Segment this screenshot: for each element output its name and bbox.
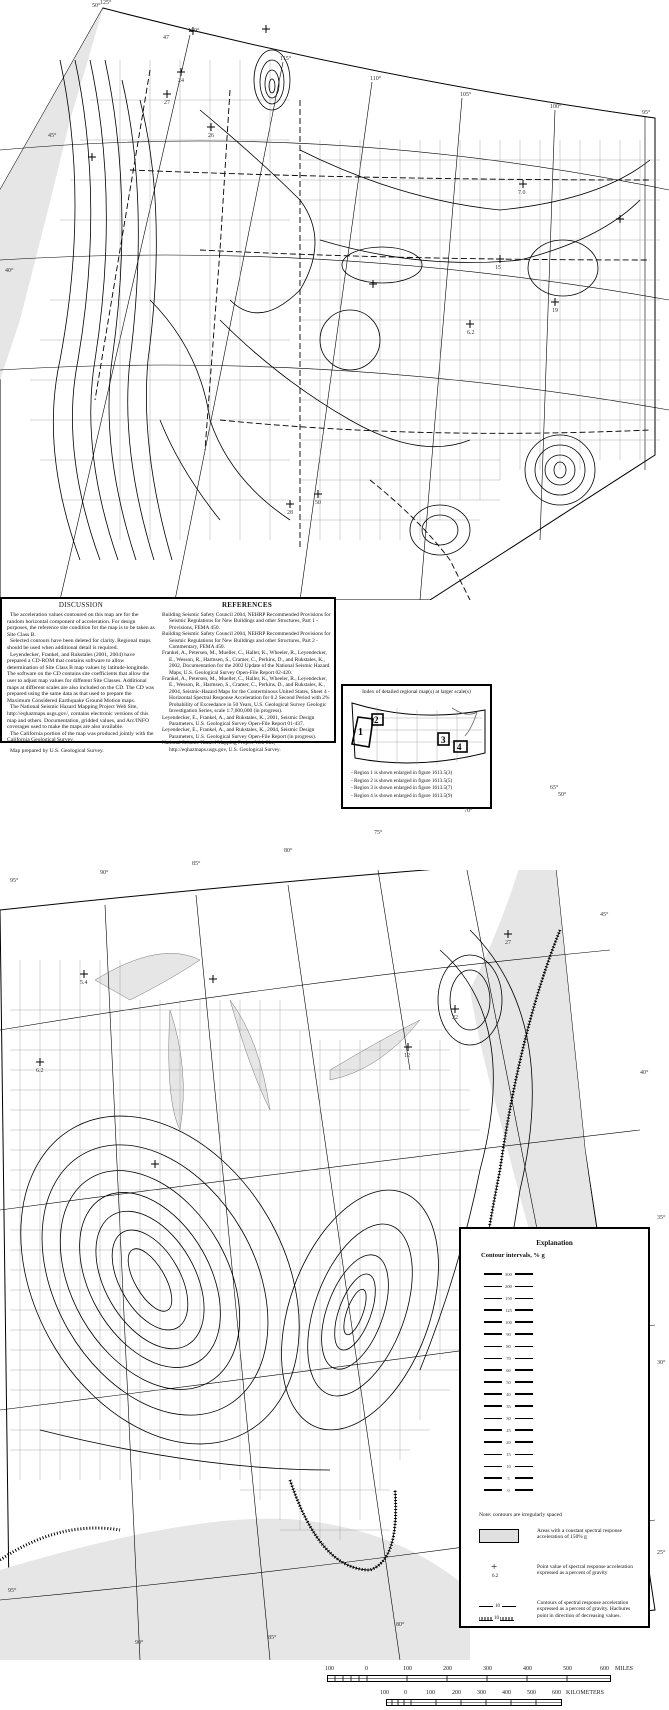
upper-map-graphic	[0, 0, 669, 600]
region-3-label: 3	[441, 735, 446, 745]
scale-bar-miles-graphic	[327, 1675, 612, 1683]
index-map-title: Index of detailed regional map(s) at larger scale(s)	[362, 689, 471, 695]
point-value-label: 28	[287, 510, 293, 516]
region-2-label: 2	[374, 715, 379, 725]
index-note: - Region 2 is shown enlarged in figure 1613.5(5)	[351, 777, 453, 784]
contour-interval: 10	[484, 1462, 533, 1470]
lon-label: 80°	[284, 848, 293, 854]
discussion-paragraph: Leyendecker, Frankel, and Rukstales (2001, 2004) have prepared a CD-ROM that contains software to allow determination of Site Class B map values by latitude-longitude. The software on the CD contains site coefficients that allow the user to adjust map values for different Site Classes. Additional maps at different scales are also included on the CD. The CD was prepared using the same data as that used to prepare the Maximum Considered Earthquake Ground Motion maps.	[7, 651, 154, 704]
point-value-description: Point value of spectral response acceleration expressed as a percent of gravity	[537, 1564, 633, 1577]
lon-label: 110°	[370, 76, 382, 82]
point-value-label: 26	[208, 133, 214, 139]
contour-interval: 80	[484, 1342, 533, 1350]
point-value-plus-icon: +	[491, 1561, 498, 1573]
lon-label: 90°	[135, 1640, 144, 1646]
contour-interval: 5	[484, 1474, 533, 1482]
lat-label: 45°	[600, 912, 609, 918]
index-note: - Region 4 is shown enlarged in figure 1613.5(9)	[351, 792, 453, 799]
contour-interval: 0	[484, 1486, 533, 1494]
lat-label: 50°	[558, 792, 567, 798]
contour-interval: 125	[484, 1306, 533, 1314]
lat-label: 40°	[5, 268, 14, 274]
point-value-label: 27	[164, 100, 170, 106]
point-value-label: 24	[178, 78, 184, 84]
lon-label: 85°	[268, 1635, 277, 1641]
lon-label: 65°	[550, 785, 559, 791]
discussion-title: DISCUSSION	[58, 601, 104, 609]
contour-interval: 15	[484, 1450, 533, 1458]
lat-label: 40°	[640, 1070, 649, 1076]
lon-label: 105°	[460, 92, 472, 98]
lat-label: 35°	[657, 1215, 666, 1221]
lat-label: 50°	[92, 3, 101, 9]
references-title: REFERENCES	[221, 601, 273, 609]
lon-label: 95°	[10, 878, 19, 884]
lon-label: 125°	[100, 0, 112, 6]
reference-item: Building Seismic Safety Council 2004, NEHRP Recommended Provisions for Seismic Regulations for New Buildings and other Structures, Part 1 - Provisions, FEMA 450.	[162, 612, 331, 631]
lon-label: 95°	[8, 1588, 17, 1594]
point-value-label: 27	[505, 940, 511, 946]
contour-interval: 60	[484, 1366, 533, 1374]
index-map-panel	[341, 684, 492, 809]
point-value-label: 47	[163, 35, 169, 41]
point-value-label: 6.2	[467, 330, 475, 336]
lon-label: 120°	[188, 28, 200, 34]
point-value-label: 5.4	[80, 980, 88, 986]
contour-interval: 35	[484, 1402, 533, 1410]
index-note: - Region 3 is shown enlarged in figure 1613.5(7)	[351, 785, 453, 792]
discussion-paragraph: The National Seismic Hazard Mapping Project Web Site, http://eqhazmaps.usgs.gov/, contains electronic versions of this map and others. Documentation, gridded values, and Arc/INFO coverages used to make the maps are also available.	[7, 704, 149, 731]
reference-item: Leyendecker, E., Frankel, A., and Rukstales, K., 2001, Seismic Design Parameters, U.S. Geological Survey Open-File Report 01-437.	[162, 714, 315, 727]
point-value-label: 50	[315, 500, 321, 506]
lat-label: 45°	[48, 133, 57, 139]
discussion-paragraph: The acceleration values contoured on this map are for the random horizontal component of acceleration. For design purposes, the reference site condition for the map is to be taken as Site Class B.	[7, 612, 155, 638]
index-note: - Region 1 is shown enlarged in figure 1613.5(3)	[351, 770, 453, 776]
lon-label: 85°	[192, 861, 201, 867]
lon-label: 90°	[100, 870, 109, 876]
contour-interval: 300	[484, 1270, 533, 1278]
reference-item: National Seismic Hazard Mapping Project Web Site, http://eqhazmaps.usgs.gov, U.S. Geological Survey.	[162, 740, 281, 753]
lat-label: 30°	[657, 1360, 666, 1366]
discussion-paragraph: The California portion of the map was produced jointly with the California Geological Survey.	[7, 730, 154, 744]
point-value-label: 12	[404, 1053, 410, 1059]
lon-label: 115°	[280, 56, 292, 62]
shaded-area-swatch	[479, 1529, 519, 1543]
point-value-label: 19	[552, 308, 558, 314]
contour-interval: 100	[484, 1318, 533, 1326]
lon-label: 80°	[396, 1622, 405, 1628]
contour-interval: 150	[484, 1294, 533, 1302]
point-value-label: 15	[495, 265, 501, 271]
contour-interval: 20	[484, 1438, 533, 1446]
index-notes	[345, 770, 452, 800]
point-value-example: 6.2	[492, 1574, 499, 1579]
lon-label: 75°	[374, 830, 383, 836]
reference-item: Building Seismic Safety Council 2004, NEHRP Recommended Provisions for Seismic Regulations for New Buildings and other Structures, Part 2 - Commentary, FEMA 450.	[162, 631, 331, 651]
explanation-title: Explanation	[536, 1239, 573, 1247]
contour-intervals-title: Contour intervals, % g	[481, 1252, 545, 1259]
scale-bar-miles: 100 0 100 200 300 400 500 600 MILES	[325, 1666, 665, 1688]
discussion-references-panel	[0, 597, 336, 754]
region-1-label: 1	[358, 727, 363, 738]
shaded-area-description: Areas with a constant spectral response acceleration of 150% g	[537, 1528, 622, 1541]
contour-interval: 30	[484, 1414, 533, 1422]
contour-interval: 25	[484, 1426, 533, 1434]
scale-unit-miles: MILES	[615, 1666, 633, 1672]
irregular-spacing-note: Note: contours are irregularly spaced	[479, 1512, 562, 1518]
discussion-section	[7, 601, 155, 754]
contour-interval: 50	[484, 1378, 533, 1386]
references-section	[162, 601, 332, 753]
lon-label: 100°	[550, 104, 562, 110]
index-map-graphic	[347, 698, 487, 768]
reference-item: Leyendecker, E., Frankel, A., and Rukstales, K., 2004, Seismic Design Parameters, U.S. Geological Survey Open-File Report (in progress).	[162, 727, 317, 740]
contour-description: Contours of spectral response acceleration expressed as a percent of gravity. Hachures point in direction of decreasing values.	[537, 1600, 631, 1619]
point-value-label: 7.0	[518, 190, 526, 196]
contour-interval: 200	[484, 1282, 533, 1290]
scale-bar-kilometers: 100 0 100 200 300 400 500 600 KILOMETERS	[380, 1690, 669, 1710]
contour-interval: 40	[484, 1390, 533, 1398]
contour-interval: 90	[484, 1330, 533, 1338]
lat-label: 25°	[657, 1550, 666, 1556]
contour-interval: 70	[484, 1354, 533, 1362]
point-value-label: 22	[452, 1015, 458, 1021]
point-value-label: 6.2	[36, 1068, 44, 1074]
scale-bar-km-graphic	[386, 1699, 566, 1707]
prepared-by: Map prepared by U.S. Geological Survey.	[10, 747, 104, 754]
hachured-contour-symbol: 10	[479, 1616, 514, 1621]
discussion-paragraph: Selected contours have been deleted for clarity. Regional maps should be used when additional detail is required.	[7, 638, 151, 651]
contour-line-symbol: 10	[479, 1604, 516, 1609]
explanation-legend	[459, 1227, 650, 1628]
lon-label: 95°	[642, 110, 651, 116]
region-4-label: 4	[457, 742, 462, 752]
lon-label: 70°	[464, 808, 473, 814]
reference-item: Frankel, A., Petersen, M., Mueller, C., Haller, K., Wheeler, R., Leyendecker, E., Wesson, R., Harmsen, S., Cramer, C., Perkins, D., and Rukstales, K., 2004, Seismic-Hazard Maps for the Conterminous United States, Sheet 4 - Horizontal Spectral Response Acceleration for 0.2 Second Period with 2% Probability of Exceedance in 50 Years, U.S. Geological Survey Geologic Investigation Series, scale 1:7,000,000 (in progress).	[162, 676, 330, 715]
reference-item: Frankel, A., Petersen, M., Mueller, C., Haller, K., Wheeler, R., Leyendecker, E., Wesson, R., Harmsen, S., Cramer, C., Perkins, D., and Rukstales, K., 2002, Documentation for the 2002 Update of the National Seismic Hazard Maps, U.S. Geological Survey Open-File Report 02-420.	[162, 650, 330, 676]
scale-unit-kilometers: KILOMETERS	[566, 1690, 604, 1696]
